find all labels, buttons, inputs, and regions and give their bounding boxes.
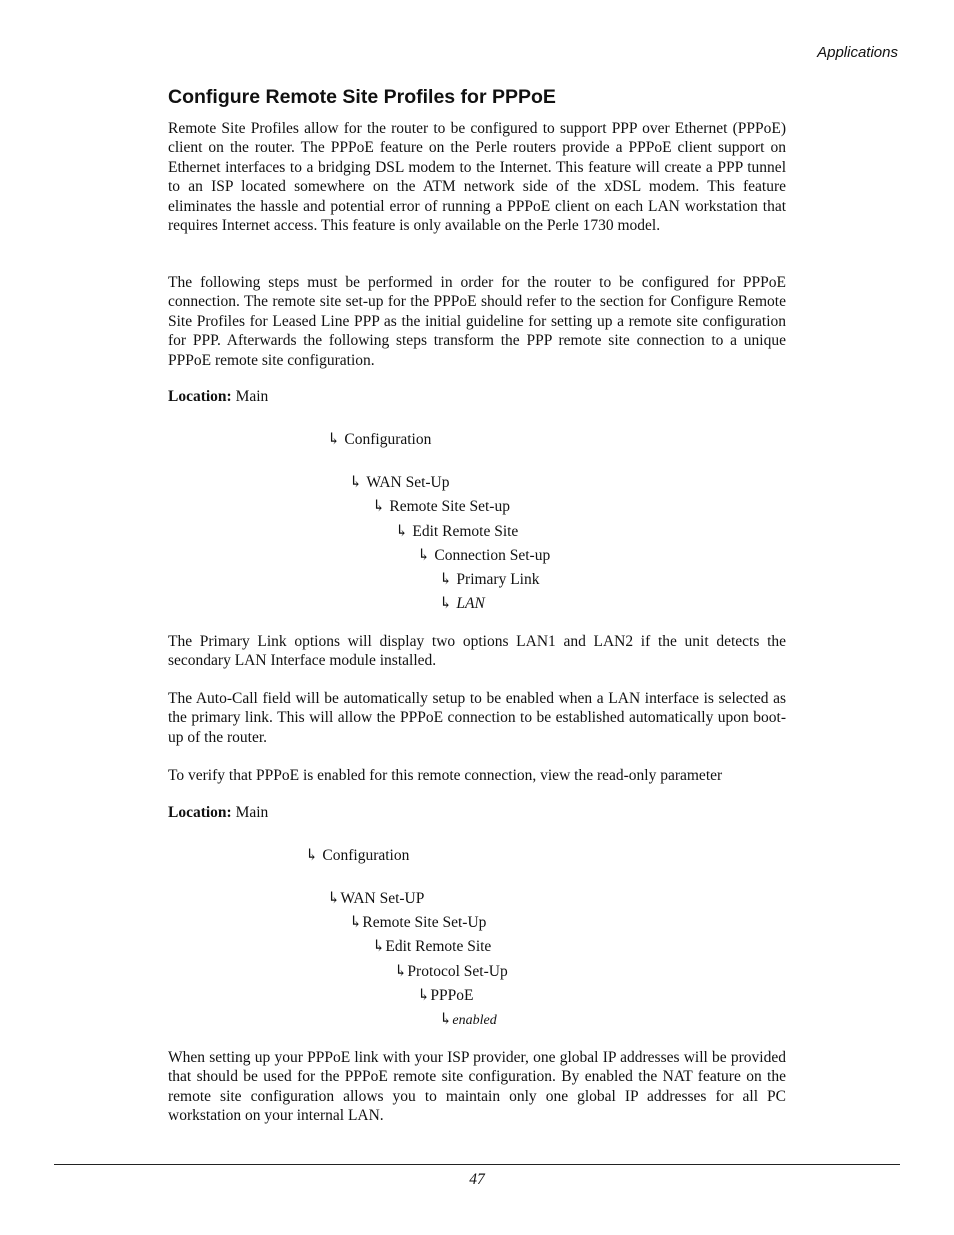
section-title: Configure Remote Site Profiles for PPPoE <box>168 86 556 108</box>
nav-path-1-step-5: ↳ Connection Set-up <box>417 547 551 564</box>
nav-path-1-step-2: ↳ WAN Set-Up <box>349 474 450 491</box>
arrow-icon: ↳ <box>394 963 408 980</box>
nav-path-1-step-1: ↳ Configuration <box>327 431 432 448</box>
location-line-2 <box>168 804 268 822</box>
auto-call-paragraph: The Auto-Call field will be automatically setup to be enabled when a LAN interface is selected as the primary link. This will allow the PPPoE connection to be established automatically upon boot-up of the router. <box>168 690 786 746</box>
nav-path-2-step-4: ↳Edit Remote Site <box>372 938 492 955</box>
arrow-icon: ↳ <box>439 595 453 612</box>
verify-paragraph: To verify that PPPoE is enabled for this remote connection, view the read-only parameter <box>168 767 723 784</box>
location-label: Location: <box>168 388 232 405</box>
location-line-1 <box>168 388 268 406</box>
nav-path-1-step-4: ↳ Edit Remote Site <box>395 523 519 540</box>
nav-path-2-step-1: ↳ Configuration <box>305 847 410 864</box>
location-label: Location: <box>168 804 232 821</box>
location-value: Main <box>235 804 269 821</box>
nav-path-1-step-6: ↳ Primary Link <box>439 571 540 588</box>
arrow-icon: ↳ <box>349 914 363 931</box>
nav-path-2-step-7: ↳enabled <box>439 1011 497 1028</box>
arrow-icon: ↳ <box>439 1011 453 1028</box>
location-value: Main <box>235 388 269 405</box>
primary-link-paragraph: The Primary Link options will display two options LAN1 and LAN2 if the unit detects the secondary LAN Interface module installed. <box>168 633 786 670</box>
arrow-icon: ↳ <box>372 938 386 955</box>
nav-path-1-step-7: ↳ LAN <box>439 595 485 612</box>
nav-path-2-step-3: ↳Remote Site Set-Up <box>349 914 487 931</box>
arrow-icon: ↳ <box>417 547 431 564</box>
nav-path-2-step-6: ↳PPPoE <box>417 987 474 1004</box>
nat-paragraph: When setting up your PPPoE link with your ISP provider, one global IP addresses will be provided that should be used for the PPPoE remote site configuration. By enabled the NAT feature on the remote site configuration allows you to maintain only one global IP addresses for all PC workstation on your internal LAN. <box>168 1049 786 1125</box>
page-number: 47 <box>469 1171 485 1188</box>
arrow-icon: ↳ <box>417 987 431 1004</box>
arrow-icon: ↳ <box>439 571 453 588</box>
intro-paragraph: Remote Site Profiles allow for the router to be configured to support PPP over Ethernet (PPPoE) client on the router. The PPPoE feature on the Perle routers provide a PPPoE client support on Ethernet interfaces to a bridging DSL modem to the Internet. This feature will create a PPP tunnel to an ISP located somewhere on the ATM network side of the xDSL modem. This feature eliminates the hassle and potential error of running a PPPoE client on each LAN workstation that requires Internet access. This feature is only available on the Perle 1730 model. <box>168 120 786 235</box>
nav-path-2-step-5: ↳Protocol Set-Up <box>394 963 508 980</box>
running-header: Applications <box>817 44 898 61</box>
arrow-icon: ↳ <box>395 523 409 540</box>
arrow-icon: ↳ <box>349 474 363 491</box>
footer-rule <box>54 1164 900 1165</box>
arrow-icon: ↳ <box>327 890 341 907</box>
nav-path-1-step-3: ↳ Remote Site Set-up <box>372 498 510 515</box>
steps-paragraph: The following steps must be performed in order for the router to be configured for PPPoE connection. The remote site set-up for the PPPoE should refer to the section for Configure Remote Site Profiles for Leased Line PPP as the initial guideline for setting up a remote site configuration for PPP. Afterwards the following steps transform the PPP remote site connection to a unique PPPoE remote site configuration. <box>168 274 786 369</box>
arrow-icon: ↳ <box>372 498 386 515</box>
arrow-icon: ↳ <box>327 431 341 448</box>
arrow-icon: ↳ <box>305 847 319 864</box>
nav-path-2-step-2: ↳WAN Set-UP <box>327 890 425 907</box>
